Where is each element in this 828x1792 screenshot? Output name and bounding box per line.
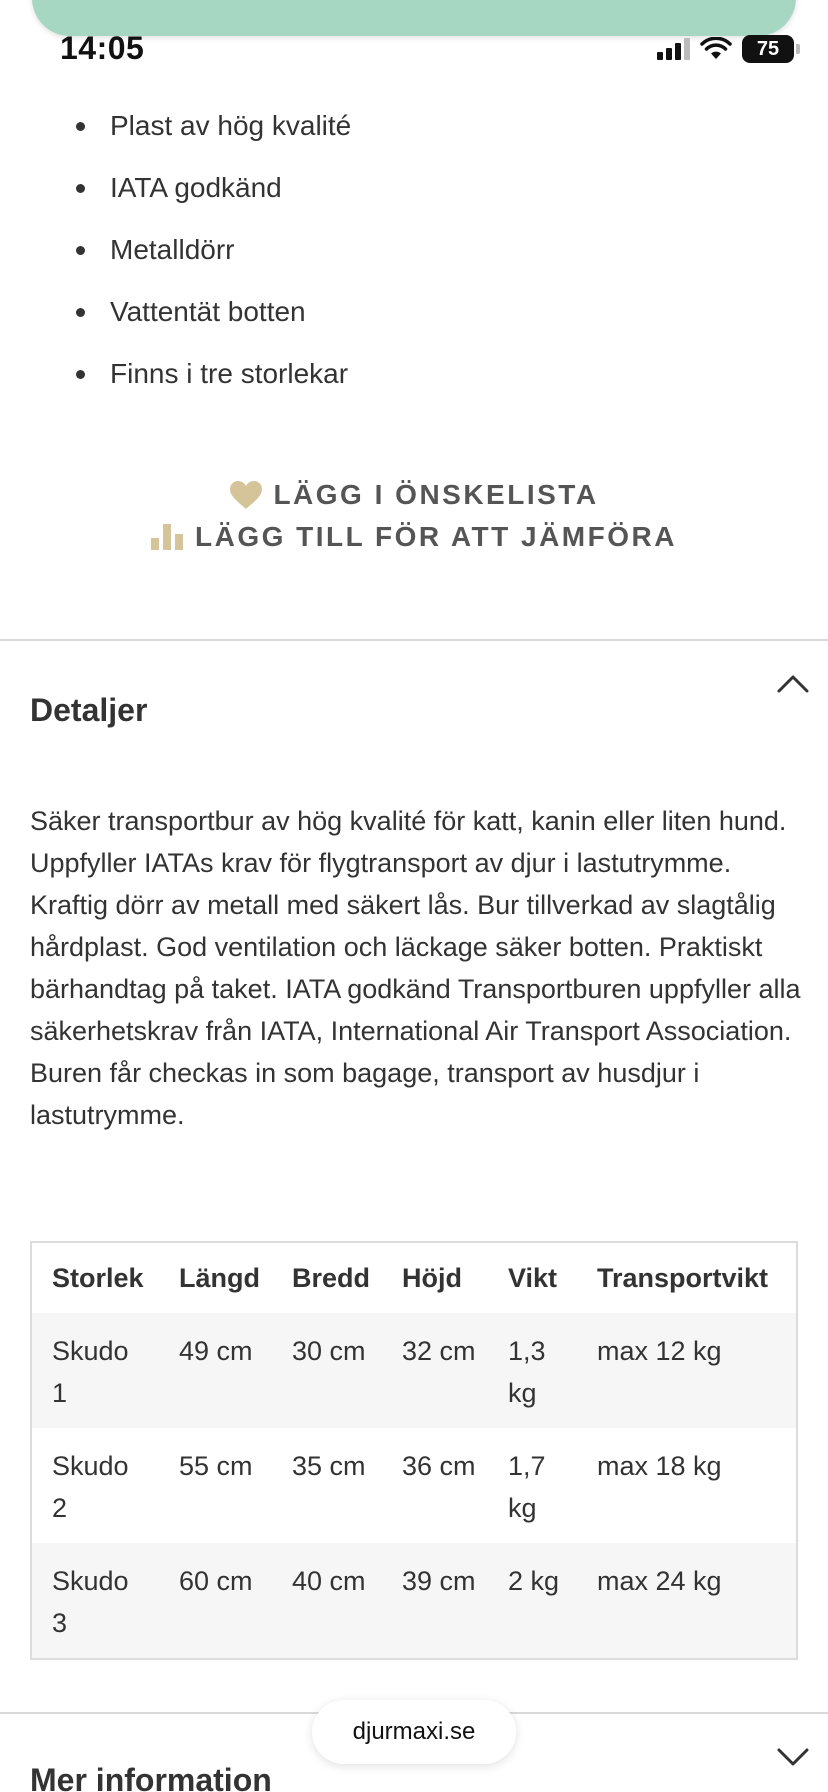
domain-label: djurmaxi.se bbox=[352, 1718, 476, 1745]
table-cell: 1,3 kg bbox=[488, 1313, 577, 1428]
table-cell: 32 cm bbox=[382, 1313, 488, 1428]
table-cell: Skudo 1 bbox=[31, 1313, 159, 1428]
table-cell: Skudo 3 bbox=[31, 1543, 159, 1659]
feature-item: Plast av hög kvalité bbox=[76, 104, 351, 166]
feature-item: Metalldörr bbox=[76, 228, 351, 290]
feature-list bbox=[76, 104, 351, 414]
details-description: Säker transportbur av hög kvalité för katt, kanin eller liten hund. Uppfyller IATAs krav för flygtransport av djur i lastutrymme. Kraftig dörr av metall med säkert lås. Bur tillverkad av slagtålig hårdplast. God ventilation och läckage säker botten. Praktiskt bärhandtag på taket. IATA godkänd Transportburen uppfyller alla säkerhetskrav från IATA, International Air Transport Association. Buren får checkas in som bagage, transport av husdjur i lastutrymme. bbox=[30, 806, 801, 1130]
table-cell: 55 cm bbox=[179, 1451, 253, 1481]
col-size: Storlek bbox=[52, 1263, 144, 1293]
browser-address-pill[interactable] bbox=[312, 1700, 516, 1764]
table-header-row bbox=[31, 1242, 797, 1313]
bullet-icon bbox=[76, 308, 85, 317]
cellular-signal-icon bbox=[657, 38, 690, 60]
heart-icon bbox=[229, 480, 263, 510]
bullet-icon bbox=[76, 370, 85, 379]
table-cell: 2 kg bbox=[488, 1543, 577, 1659]
table-row bbox=[31, 1543, 797, 1659]
bullet-icon bbox=[76, 246, 85, 255]
table-cell: 35 cm bbox=[292, 1451, 366, 1481]
feature-item: Finns i tre storlekar bbox=[76, 352, 351, 414]
wifi-icon bbox=[700, 37, 732, 61]
compare-label: LÄGG TILL FÖR ATT JÄMFÖRA bbox=[195, 521, 677, 552]
table-cell: 39 cm bbox=[382, 1543, 488, 1659]
table-cell: Skudo 2 bbox=[52, 1451, 129, 1523]
col-height: Höjd bbox=[402, 1263, 462, 1293]
table-cell: max 18 kg bbox=[597, 1451, 722, 1481]
status-time: 14:05 bbox=[60, 30, 145, 66]
col-weight: Vikt bbox=[508, 1263, 558, 1293]
table-cell: 30 cm bbox=[272, 1313, 382, 1428]
table-cell: max 24 kg bbox=[577, 1543, 797, 1659]
feature-item: IATA godkänd bbox=[76, 166, 351, 228]
details-title: Detaljer bbox=[30, 692, 148, 728]
chevron-down-icon[interactable] bbox=[776, 1746, 810, 1768]
table-cell: 60 cm bbox=[159, 1543, 272, 1659]
table-cell: max 12 kg bbox=[577, 1313, 797, 1428]
bullet-icon bbox=[76, 122, 85, 131]
table-row bbox=[31, 1313, 797, 1428]
table-cell: 40 cm bbox=[272, 1543, 382, 1659]
table-row bbox=[31, 1428, 797, 1543]
add-to-compare-link[interactable] bbox=[0, 516, 828, 558]
wishlist-label: LÄGG I ÖNSKELISTA bbox=[273, 479, 599, 510]
compare-bars-icon bbox=[151, 524, 185, 550]
chevron-up-icon[interactable] bbox=[776, 672, 810, 694]
table-cell: 36 cm bbox=[402, 1451, 476, 1481]
size-table bbox=[30, 1241, 798, 1660]
col-width: Bredd bbox=[292, 1263, 371, 1293]
more-info-title[interactable]: Mer information bbox=[30, 1762, 272, 1792]
battery-icon: 75 bbox=[742, 35, 794, 63]
col-length: Längd bbox=[179, 1263, 260, 1293]
status-icons bbox=[657, 34, 794, 64]
add-to-wishlist-link[interactable] bbox=[0, 474, 828, 516]
bullet-icon bbox=[76, 184, 85, 193]
product-actions bbox=[0, 474, 828, 558]
section-divider bbox=[0, 639, 828, 641]
status-bar bbox=[0, 0, 828, 100]
table-cell: 49 cm bbox=[159, 1313, 272, 1428]
table-cell: 1,7 kg bbox=[508, 1451, 546, 1523]
feature-item: Vattentät botten bbox=[76, 290, 351, 352]
col-transport-weight: Transportvikt bbox=[597, 1263, 769, 1293]
